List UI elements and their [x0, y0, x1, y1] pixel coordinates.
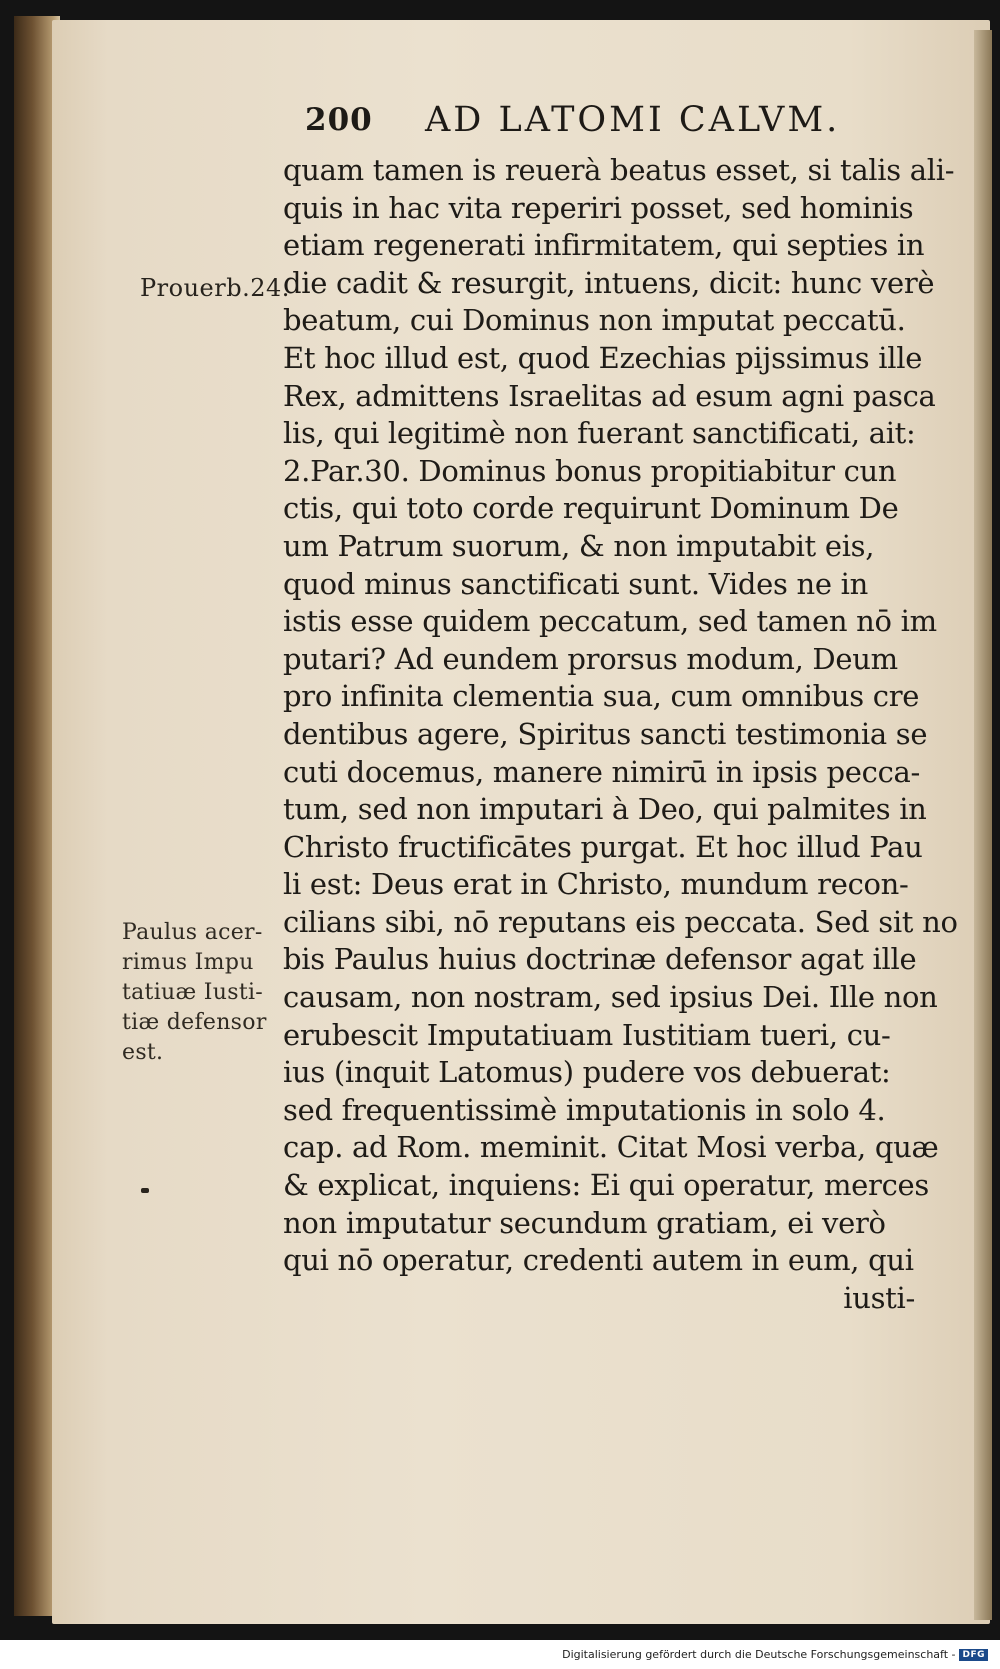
text-line: etiam regenerati infirmitatem, qui septies in [283, 228, 925, 263]
page-header [305, 100, 865, 150]
text-line: quod minus sanctificati sunt. Vides ne in [283, 566, 868, 601]
text-line: cuti docemus, manere nimirū in ipsis pecca- [283, 754, 921, 789]
margin-note-line: rimus Impu [122, 950, 254, 975]
text-line: quis in hac vita reperiri posset, sed hominis [283, 190, 914, 225]
text-line: non imputatur secundum gratiam, ei verò [283, 1205, 886, 1240]
text-line: pro infinita clementia sua, cum omnibus cre [283, 679, 920, 714]
text-line: 2.Par.30. Dominus bonus propitiabitur cun [283, 453, 897, 488]
margin-note-proverbs: Prouerb.24. [140, 274, 290, 302]
page-fore-edge [974, 30, 992, 1620]
catchword: iusti- [843, 1280, 915, 1315]
text-line: istis esse quidem peccatum, sed tamen nō im [283, 604, 937, 639]
text-line: li est: Deus erat in Christo, mundum recon- [283, 867, 909, 902]
running-title: AD LATOMI CALVM. [425, 100, 841, 140]
text-line: quam tamen is reuerà beatus esset, si talis ali- [283, 153, 955, 187]
text-line: ctis, qui toto corde requirunt Dominum De [283, 491, 899, 526]
digitization-credit [562, 1648, 988, 1661]
text-line: lis, qui legitimè non fuerant sanctificati, ait: [283, 416, 916, 451]
text-line: bis Paulus huius doctrinæ defensor agat ille [283, 942, 917, 977]
page-number: 200 [305, 102, 373, 138]
text-line: um Patrum suorum, & non imputabit eis, [283, 528, 875, 563]
dfg-logo: DFG [959, 1649, 988, 1661]
margin-note-line: tatiuæ Iusti- [122, 980, 264, 1005]
margin-note-line: tiæ defensor [122, 1010, 267, 1035]
text-line: tum, sed non imputari à Deo, qui palmites in [283, 792, 927, 827]
text-line: qui nō operatur, credenti autem in eum, qui [283, 1243, 914, 1278]
text-line: & explicat, inquiens: Ei qui operatur, merces [283, 1168, 929, 1203]
margin-note-paulus [122, 918, 282, 1068]
text-line: erubescit Imputatiuam Iustitiam tueri, cu- [283, 1017, 891, 1052]
text-line: causam, non nostram, sed ipsius Dei. Ille non [283, 980, 938, 1015]
ink-mark [141, 1188, 149, 1193]
text-line: putari? Ad eundem prorsus modum, Deum [283, 641, 898, 676]
text-line: die cadit & resurgit, intuens, dicit: hunc verè [283, 265, 935, 300]
margin-note-line: est. [122, 1040, 164, 1065]
body-text [283, 152, 958, 1317]
text-line: beatum, cui Dominus non imputat peccatū. [283, 303, 906, 338]
text-line: cilians sibi, nō reputans eis peccata. Sed sit no [283, 904, 958, 939]
text-line: Christo fructificātes purgat. Et hoc illud Pau [283, 829, 923, 864]
text-line: sed frequentissimè imputationis in solo 4. [283, 1092, 886, 1127]
text-line: Et hoc illud est, quod Ezechias pijssimus ille [283, 340, 923, 375]
text-line: dentibus agere, Spiritus sancti testimonia se [283, 716, 928, 751]
text-line: Rex, admittens Israelitas ad esum agni pasca [283, 378, 936, 413]
text-line: cap. ad Rom. meminit. Citat Mosi verba, quæ [283, 1130, 939, 1165]
credit-text: Digitalisierung gefördert durch die Deutsche Forschungsgemeinschaft - [562, 1648, 956, 1661]
text-line: ius (inquit Latomus) pudere vos debuerat: [283, 1055, 891, 1090]
margin-note-line: Paulus acer- [122, 920, 263, 945]
